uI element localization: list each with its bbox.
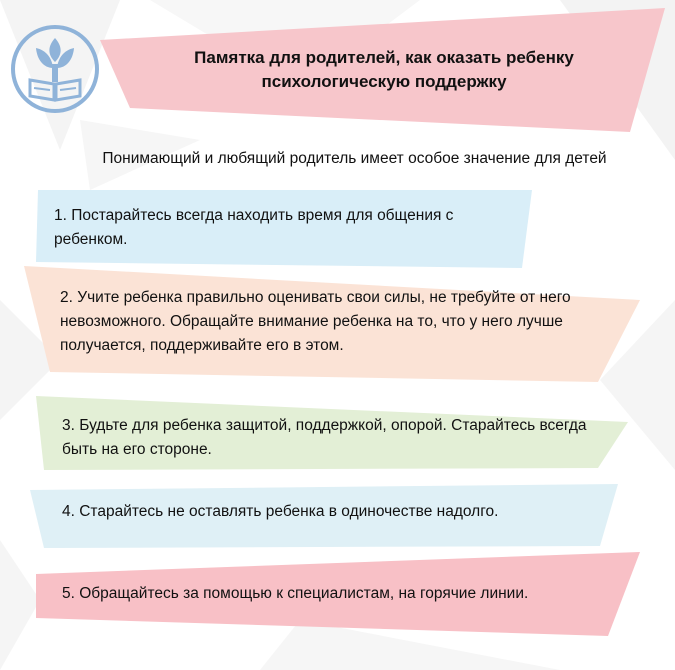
subtitle: Понимающий и любящий родитель имеет особое значение для детей (102, 150, 607, 167)
title-line-2: психологическую поддержку (261, 72, 507, 91)
tip-item-2: 2. Учите ребенка правильно оценивать свои силы, не требуйте от него невозможного. Обращайте внимание ребенка на то, что у него лучше получается, поддерживайте его в этом. (60, 289, 571, 354)
tip-item-5: 5. Обращайтесь за помощью к специалистам, на горячие линии. (62, 585, 529, 602)
title-line-1: Памятка для родителей, как оказать ребенку (194, 48, 574, 67)
logo-icon (10, 24, 100, 114)
page-title (120, 46, 648, 94)
tip-item-1: 1. Постарайтесь всегда находить время для общения с ребенком. (54, 207, 454, 248)
tip-item-3: 3. Будьте для ребенка защитой, поддержкой, опорой. Старайтесь всегда быть на его стороне. (62, 417, 587, 458)
tip-item-4: 4. Старайтесь не оставлять ребенка в одиночестве надолго. (62, 503, 499, 520)
